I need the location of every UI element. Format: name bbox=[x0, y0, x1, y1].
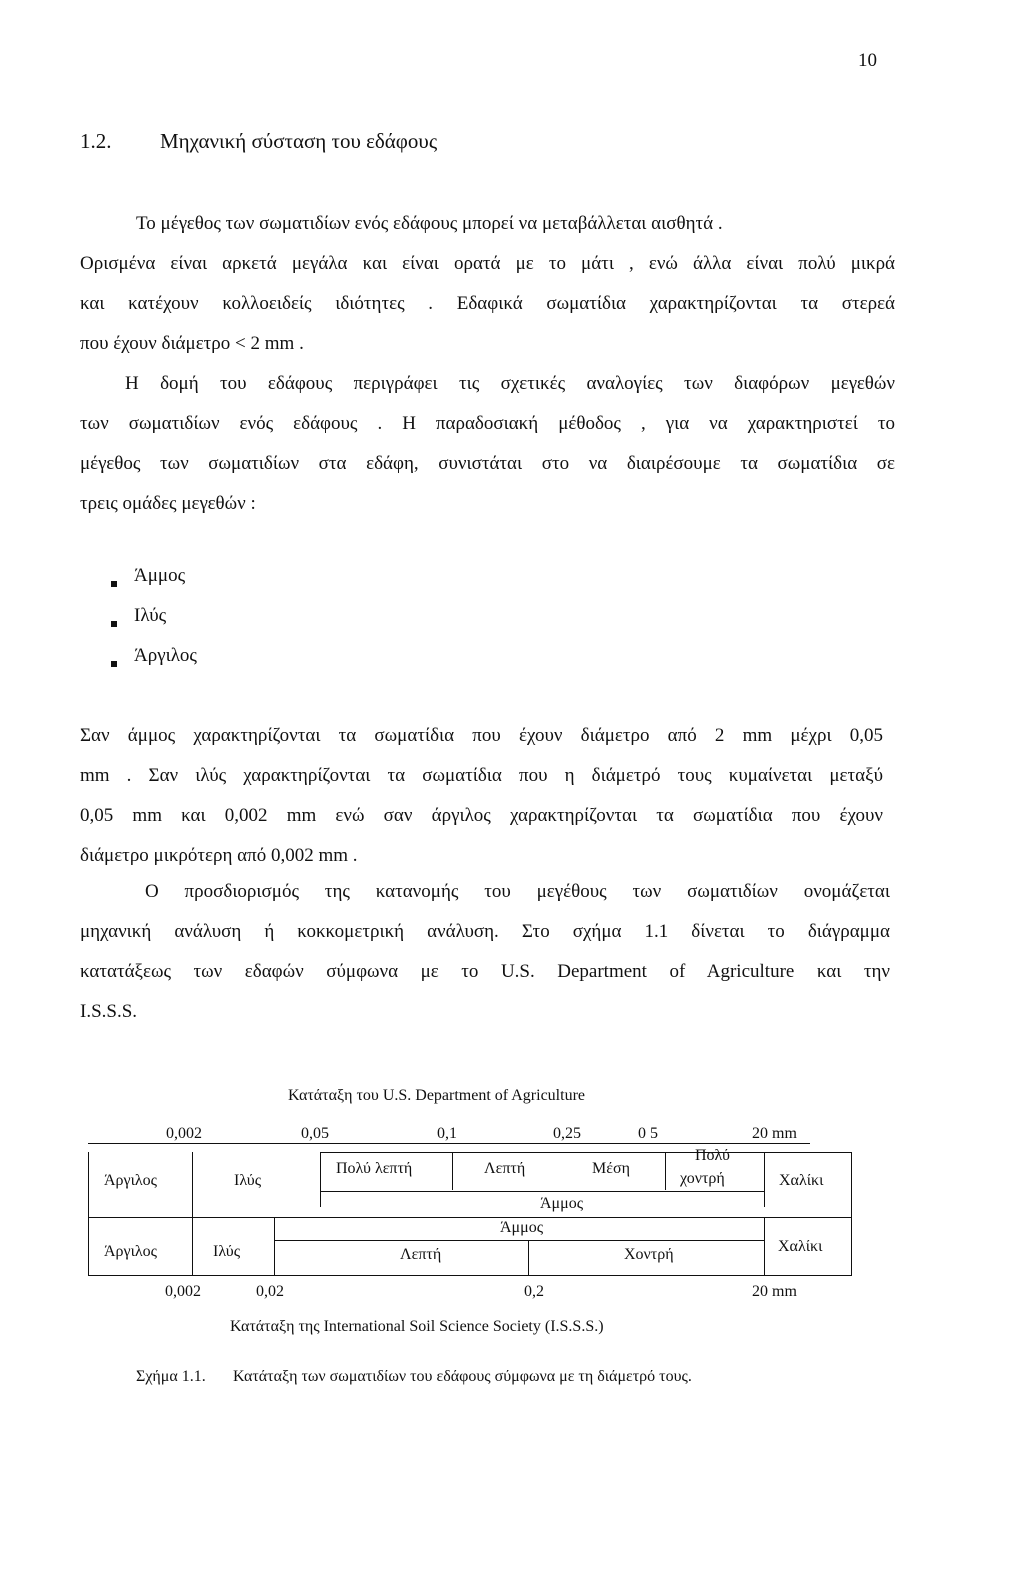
usda-very-fine-sand-label: Πολύ λεπτή bbox=[336, 1160, 413, 1177]
usda-very-coarse-label: Πολύ bbox=[695, 1147, 730, 1164]
paragraph-line: I.S.S.S. bbox=[80, 1001, 138, 1022]
usda-gravel-label: Χαλίκι bbox=[779, 1172, 824, 1189]
usda-axis-line bbox=[88, 1143, 810, 1144]
table-border bbox=[320, 1152, 321, 1207]
usda-tick-label: 0 5 bbox=[638, 1125, 658, 1142]
bullet-icon bbox=[111, 574, 117, 592]
table-border bbox=[192, 1152, 193, 1276]
list-item: Άμμος bbox=[134, 565, 186, 586]
isss-gravel-label: Χαλίκι bbox=[778, 1238, 823, 1255]
usda-title: Κατάταξη του U.S. Department of Agriculture bbox=[288, 1087, 585, 1104]
paragraph-line: Σαν άμμος χαρακτηρίζονται τα σωματίδια που έχουν διάμετρο από 2 mm μέχρι 0,05 bbox=[80, 725, 883, 746]
paragraph-line: Η δομή του εδάφους περιγράφει τις σχετικές αναλογίες των διαφόρων μεγεθών bbox=[125, 373, 895, 394]
paragraph-line: mm . Σαν ιλύς χαρακτηρίζονται τα σωματίδια που η διάμετρό τους κυμαίνεται μεταξύ bbox=[80, 765, 883, 786]
section-title: Μηχανική σύσταση του εδάφους bbox=[160, 129, 438, 153]
usda-tick-label: 0,1 bbox=[437, 1125, 457, 1142]
usda-fine-sand-label: Λεπτή bbox=[484, 1160, 526, 1177]
paragraph-line: μέγεθος των σωματιδίων στα εδάφη, συνιστάται στο να διαιρέσουμε τα σωματίδια σε bbox=[80, 453, 895, 474]
isss-axis-line bbox=[88, 1275, 852, 1276]
isss-tick-label: 0,02 bbox=[256, 1283, 284, 1300]
table-border bbox=[274, 1217, 275, 1275]
isss-sand-label: Άμμος bbox=[500, 1219, 544, 1236]
paragraph-line: Το μέγεθος των σωματιδίων ενός εδάφους μπορεί να μεταβάλλεται αισθητά . bbox=[136, 213, 723, 234]
table-border bbox=[528, 1240, 529, 1275]
usda-sand-label: Άμμος bbox=[540, 1195, 584, 1212]
isss-silt-label: Ιλύς bbox=[213, 1243, 241, 1260]
usda-tick-label: 20 mm bbox=[752, 1125, 797, 1142]
bullet-icon bbox=[111, 614, 117, 632]
usda-clay-label: Άργιλος bbox=[104, 1172, 158, 1189]
figure-caption-label: Σχήμα 1.1. bbox=[136, 1368, 206, 1385]
paragraph-line: των σωματιδίων ενός εδάφους . Η παραδοσιακή μέθοδος , για να χαρακτηριστεί το bbox=[80, 413, 895, 434]
isss-tick-label: 0,2 bbox=[524, 1283, 544, 1300]
table-border bbox=[851, 1152, 852, 1276]
usda-silt-label: Ιλύς bbox=[234, 1172, 262, 1189]
usda-tick-label: 0,25 bbox=[553, 1125, 581, 1142]
isss-coarse-sand-label: Χοντρή bbox=[624, 1246, 674, 1263]
list-item: Άργιλος bbox=[134, 645, 197, 666]
isss-title: Κατάταξη της International Soil Science Society (I.S.S.S.) bbox=[230, 1318, 604, 1335]
page-number: 10 bbox=[858, 50, 877, 71]
usda-tick-label: 0,002 bbox=[166, 1125, 202, 1142]
list-item: Ιλύς bbox=[134, 605, 167, 626]
table-border bbox=[665, 1152, 666, 1190]
isss-tick-label: 20 mm bbox=[752, 1283, 797, 1300]
figure-caption-text: Κατάταξη των σωματιδίων του εδάφους σύμφωνα με τη διάμετρό τους. bbox=[233, 1368, 692, 1385]
section-number: 1.2. bbox=[80, 129, 112, 153]
isss-clay-label: Άργιλος bbox=[104, 1243, 158, 1260]
usda-very-coarse-label: χοντρή bbox=[680, 1170, 725, 1187]
isss-divider bbox=[274, 1240, 764, 1241]
usda-divider bbox=[88, 1217, 852, 1218]
usda-medium-sand-label: Μέση bbox=[592, 1160, 630, 1177]
paragraph-line: διάμετρο μικρότερη από 0,002 mm . bbox=[80, 845, 358, 866]
usda-divider bbox=[320, 1152, 852, 1153]
paragraph-line: και κατέχουν κολλοειδείς ιδιότητες . Εδαφικά σωματίδια χαρακτηρίζονται τα στερεά bbox=[80, 293, 895, 314]
paragraph-line: κατατάξεως των εδαφών σύμφωνα με το U.S. Department of Agriculture και την bbox=[80, 961, 890, 982]
usda-divider bbox=[320, 1191, 764, 1192]
isss-fine-sand-label: Λεπτή bbox=[400, 1246, 442, 1263]
paragraph-line: Ο προσδιορισμός της κατανομής του μεγέθους των σωματιδίων ονομάζεται bbox=[145, 881, 890, 902]
paragraph-line: που έχουν διάμετρο < 2 mm . bbox=[80, 333, 304, 354]
paragraph-line: μηχανική ανάλυση ή κοκκομετρική ανάλυση. Στο σχήμα 1.1 δίνεται το διάγραμμα bbox=[80, 921, 890, 942]
table-border bbox=[764, 1217, 765, 1275]
table-border bbox=[88, 1152, 89, 1276]
usda-tick-label: 0,05 bbox=[301, 1125, 329, 1142]
table-border bbox=[764, 1152, 765, 1207]
paragraph-line: Ορισμένα είναι αρκετά μεγάλα και είναι ορατά με το μάτι , ενώ άλλα είναι πολύ μικρά bbox=[80, 253, 895, 274]
table-border bbox=[452, 1152, 453, 1190]
isss-tick-label: 0,002 bbox=[165, 1283, 201, 1300]
paragraph-line: 0,05 mm και 0,002 mm ενώ σαν άργιλος χαρακτηρίζονται τα σωματίδια που έχουν bbox=[80, 805, 883, 826]
bullet-icon bbox=[111, 654, 117, 672]
paragraph-line: τρεις ομάδες μεγεθών : bbox=[80, 493, 256, 514]
